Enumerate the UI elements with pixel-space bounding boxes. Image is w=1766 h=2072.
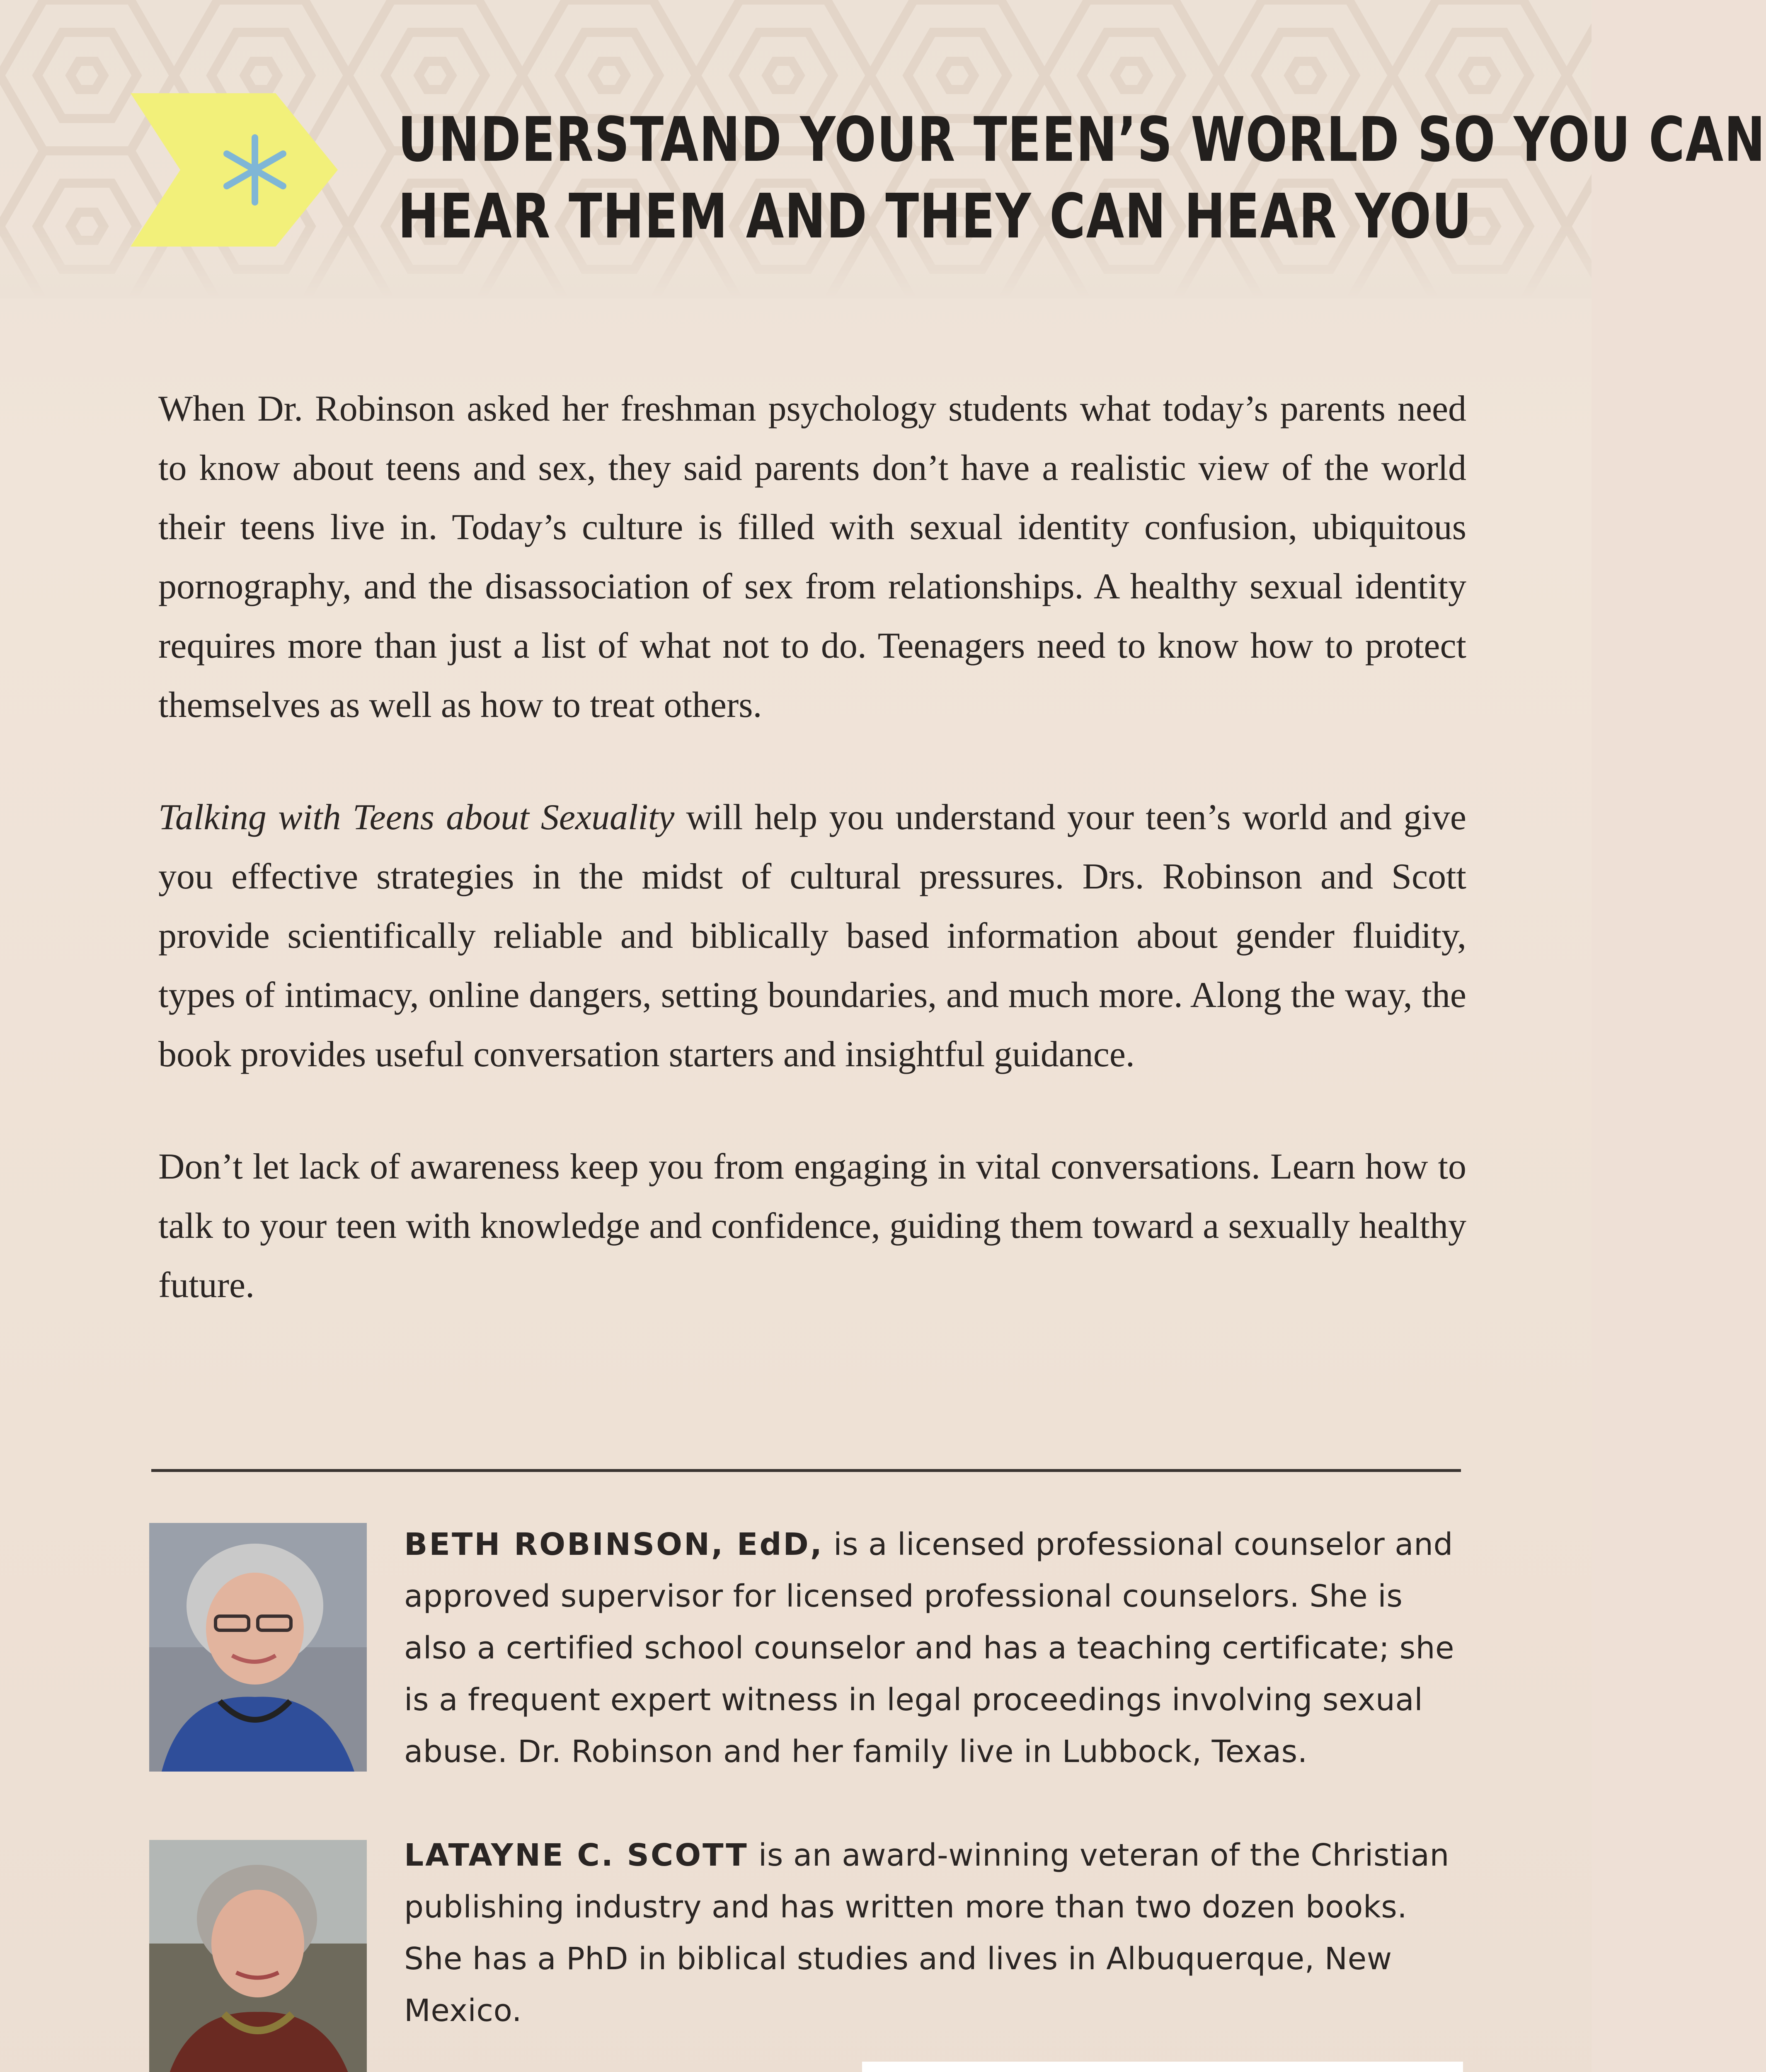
- book-title: Talking with Teens about Sexuality: [158, 797, 675, 838]
- author-bio-robinson: [404, 1519, 1461, 1778]
- description-text: [158, 379, 1466, 1368]
- description-paragraph-2-text: will help you understand your teen’s world and give you effective strategies in the midst of cultural pressures. Drs. Robinson and Scott provide scientifically reliable and biblically based information about gender fluidity, types of intimacy, online dangers, setting boundaries, and much more. Along the way, the book provides useful conversation starters and insightful guidance.: [158, 797, 1466, 1075]
- headline-line-1: UNDERSTAND YOUR TEEN’S WORLD SO YOU CAN: [398, 104, 1766, 175]
- description-paragraph-2: [158, 788, 1466, 1084]
- barcode-panel: [862, 2062, 1463, 2072]
- description-paragraph-3: Don’t let lack of awareness keep you from engaging in vital conversations. Learn how to talk to your teen with knowledge and confidence, guiding them toward a sexually healthy future.: [158, 1147, 1466, 1305]
- asterisk-arrow-icon: [131, 81, 338, 259]
- author-bio-text-scott: is an award-winning veteran of the Christian publishing industry and has written more than two dozen books. She has a PhD in biblical studies and lives in Albuquerque, New Mexico.: [404, 1837, 1449, 2028]
- description-paragraph-1: When Dr. Robinson asked her freshman psychology students what today’s parents need to know about teens and sex, they said parents don’t have a realistic view of the world their teens live in. Today’s culture is filled with sexual identity confusion, ubiquitous pornography, and the disassociation of sex from relationships. A healthy sexual identity requires more than just a list of what not to do. Teenagers need to know how to protect themselves as well as how to treat others.: [158, 389, 1466, 725]
- author-photo-scott: [149, 1840, 367, 2072]
- author-photo-robinson: [149, 1523, 367, 1772]
- author-block-robinson: [149, 1519, 1467, 1776]
- author-name-robinson: BETH ROBINSON, EdD,: [404, 1527, 824, 1562]
- author-name-scott: LATAYNE C. SCOTT: [404, 1837, 749, 1873]
- headline-line-2: HEAR THEM AND THEY CAN HEAR YOU: [398, 181, 1473, 252]
- author-bio-scott: [404, 1830, 1461, 2037]
- headline: [398, 102, 1766, 255]
- author-block-scott: [149, 1830, 1467, 2072]
- divider: [151, 1469, 1461, 1472]
- author-bio-text-robinson: is a licensed professional counselor and approved supervisor for licensed professional counselors. She is also a certified school counselor and has a teaching certificate; she is a frequent expert witness in legal proceedings involving sexual abuse. Dr. Robinson and her family live in Lubbock, Texas.: [404, 1527, 1455, 1769]
